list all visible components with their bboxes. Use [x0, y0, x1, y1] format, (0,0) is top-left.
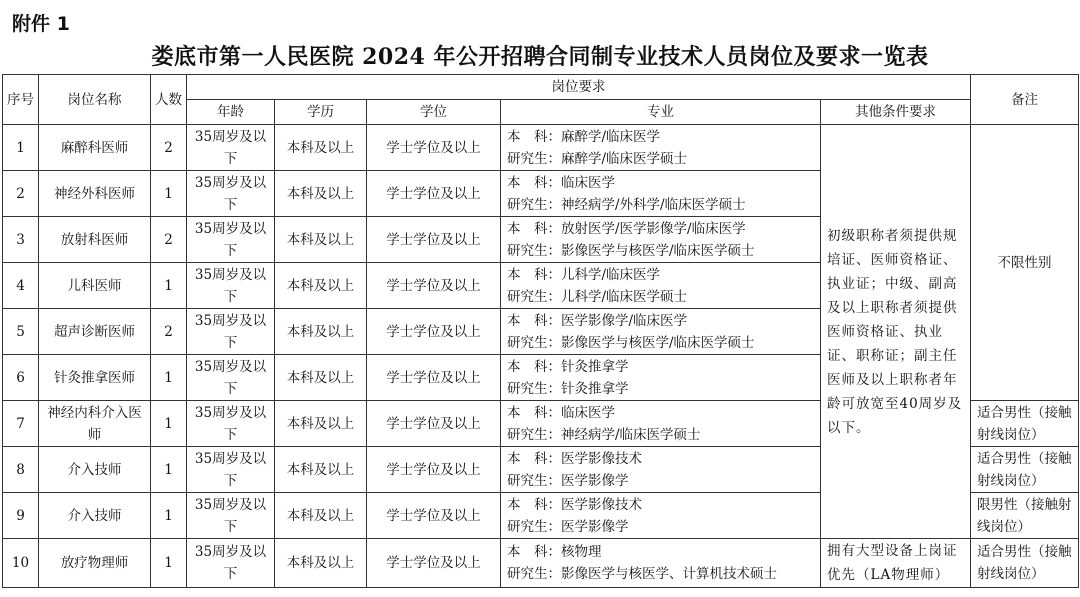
- major-line: 研究生：影像医学与核医学/临床医学硕士: [507, 242, 755, 259]
- row-position-name: 针灸推拿医师: [39, 355, 151, 401]
- row-degree: 学士学位及以上: [367, 401, 501, 447]
- row-major: [501, 125, 821, 171]
- header-count: 人数: [151, 75, 187, 125]
- row-count: 2: [151, 309, 187, 355]
- row-seq: 9: [3, 493, 39, 539]
- row-note: 适合男性（接触射线岗位）: [971, 401, 1079, 447]
- row-education: 本科及以上: [275, 493, 367, 539]
- major-line: 研究生：麻醉学/临床医学硕士: [507, 150, 688, 167]
- major-line: 本 科：临床医学: [507, 404, 615, 421]
- table-body: [3, 125, 1079, 588]
- row-seq: 3: [3, 217, 39, 263]
- row-seq: 8: [3, 447, 39, 493]
- row-seq: 2: [3, 171, 39, 217]
- major-line: 本 科：核物理: [507, 544, 602, 560]
- row-position-name: 神经内科介入医师: [39, 401, 151, 447]
- attachment-label: 附件 1: [12, 13, 70, 35]
- row-age: 35周岁及以下: [187, 493, 275, 539]
- row-seq: 4: [3, 263, 39, 309]
- row-position-name: 儿科医师: [39, 263, 151, 309]
- row-age: 35周岁及以下: [187, 309, 275, 355]
- major-line: 本 科：针灸推拿学: [507, 358, 629, 375]
- row-count: 1: [151, 401, 187, 447]
- major-line: 研究生：医学影像学: [507, 472, 629, 489]
- row-age: 35周岁及以下: [187, 355, 275, 401]
- row-age: 35周岁及以下: [187, 171, 275, 217]
- row-major: [501, 217, 821, 263]
- row-count: 1: [151, 171, 187, 217]
- header-age: 年龄: [187, 100, 275, 125]
- row-degree: 学士学位及以上: [367, 171, 501, 217]
- row-major: [501, 401, 821, 447]
- row-seq: 5: [3, 309, 39, 355]
- row-age: 35周岁及以下: [187, 539, 275, 588]
- row-degree: 学士学位及以上: [367, 493, 501, 539]
- row-education: 本科及以上: [275, 355, 367, 401]
- row-education: 本科及以上: [275, 309, 367, 355]
- positions-table: [2, 74, 1079, 588]
- row-count: 1: [151, 447, 187, 493]
- row-degree: 学士学位及以上: [367, 355, 501, 401]
- row-major: [501, 539, 821, 588]
- major-line: 研究生：影像医学与核医学/临床医学硕士: [507, 334, 755, 351]
- header-other: 其他条件要求: [821, 100, 971, 125]
- row-count: 1: [151, 539, 187, 588]
- page-title: 娄底市第一人民医院 2024 年公开招聘合同制专业技术人员岗位及要求一览表: [151, 44, 929, 70]
- major-line: 本 科：麻醉学/临床医学: [507, 128, 661, 145]
- row-count: 2: [151, 125, 187, 171]
- row-note: 适合男性（接触射线岗位）: [971, 539, 1079, 588]
- row-position-name: 放疗物理师: [39, 539, 151, 588]
- row-education: 本科及以上: [275, 125, 367, 171]
- row-degree: 学士学位及以上: [367, 309, 501, 355]
- major-line: 研究生：儿科学/临床医学硕士: [507, 288, 688, 305]
- major-line: 本 科：临床医学: [507, 174, 615, 191]
- row-major: [501, 171, 821, 217]
- header-degree: 学位: [367, 100, 501, 125]
- header-seq: 序号: [3, 75, 39, 125]
- row-education: 本科及以上: [275, 217, 367, 263]
- major-line: 本 科：医学影像学/临床医学: [507, 312, 688, 329]
- major-line: 本 科：医学影像技术: [507, 496, 642, 513]
- row-seq: 1: [3, 125, 39, 171]
- row-major: [501, 263, 821, 309]
- major-line: 本 科：医学影像技术: [507, 450, 642, 467]
- row-count: 1: [151, 493, 187, 539]
- major-line: 研究生：针灸推拿学: [507, 380, 629, 397]
- row-age: 35周岁及以下: [187, 125, 275, 171]
- major-line: 本 科：放射医学/医学影像学/临床医学: [507, 220, 746, 237]
- header-education: 学历: [275, 100, 367, 125]
- row-position-name: 放射科医师: [39, 217, 151, 263]
- row-age: 35周岁及以下: [187, 217, 275, 263]
- major-line: 研究生：影像医学与核医学、计算机技术硕士: [507, 566, 777, 582]
- row-education: 本科及以上: [275, 171, 367, 217]
- row-major: [501, 493, 821, 539]
- major-line: 本 科：儿科学/临床医学: [507, 266, 661, 283]
- row-count: 2: [151, 217, 187, 263]
- row-education: 本科及以上: [275, 539, 367, 588]
- row-education: 本科及以上: [275, 263, 367, 309]
- shared-other-requirements: 初级职称者须提供规培证、医师资格证、执业证；中级、副高及以上职称者须提供医师资格证、执业证、职称证；副主任医师及以上职称者年龄可放宽至40周岁及以下。: [821, 125, 971, 539]
- row-seq: 6: [3, 355, 39, 401]
- row-count: 1: [151, 263, 187, 309]
- shared-note: 不限性别: [971, 125, 1079, 401]
- row-degree: 学士学位及以上: [367, 263, 501, 309]
- row-position-name: 麻醉科医师: [39, 125, 151, 171]
- row-position-name: 介入技师: [39, 447, 151, 493]
- header-requirements: 岗位要求: [187, 75, 971, 100]
- row-major: [501, 447, 821, 493]
- table-row: [3, 539, 1079, 588]
- row-seq: 7: [3, 401, 39, 447]
- major-line: 研究生：神经病学/外科学/临床医学硕士: [507, 196, 746, 213]
- row-degree: 学士学位及以上: [367, 539, 501, 588]
- header-position-name: 岗位名称: [39, 75, 151, 125]
- row-degree: 学士学位及以上: [367, 447, 501, 493]
- major-line: 研究生：医学影像学: [507, 518, 629, 535]
- row-education: 本科及以上: [275, 447, 367, 493]
- table-row: [3, 125, 1079, 171]
- row-note: 限男性（接触射线岗位）: [971, 493, 1079, 539]
- row-count: 1: [151, 355, 187, 401]
- row-seq: 10: [3, 539, 39, 588]
- row-position-name: 介入技师: [39, 493, 151, 539]
- row-age: 35周岁及以下: [187, 263, 275, 309]
- row-degree: 学士学位及以上: [367, 125, 501, 171]
- row-position-name: 超声诊断医师: [39, 309, 151, 355]
- header-note: 备注: [971, 75, 1079, 125]
- row-major: [501, 309, 821, 355]
- row-position-name: 神经外科医师: [39, 171, 151, 217]
- row-education: 本科及以上: [275, 401, 367, 447]
- row-note: 适合男性（接触射线岗位）: [971, 447, 1079, 493]
- row-major: [501, 355, 821, 401]
- row-age: 35周岁及以下: [187, 401, 275, 447]
- row-other-requirements: 拥有大型设备上岗证优先（LA物理师）: [821, 539, 971, 588]
- row-degree: 学士学位及以上: [367, 217, 501, 263]
- header-major: 专业: [501, 100, 821, 125]
- major-line: 研究生：神经病学/临床医学硕士: [507, 426, 701, 443]
- row-age: 35周岁及以下: [187, 447, 275, 493]
